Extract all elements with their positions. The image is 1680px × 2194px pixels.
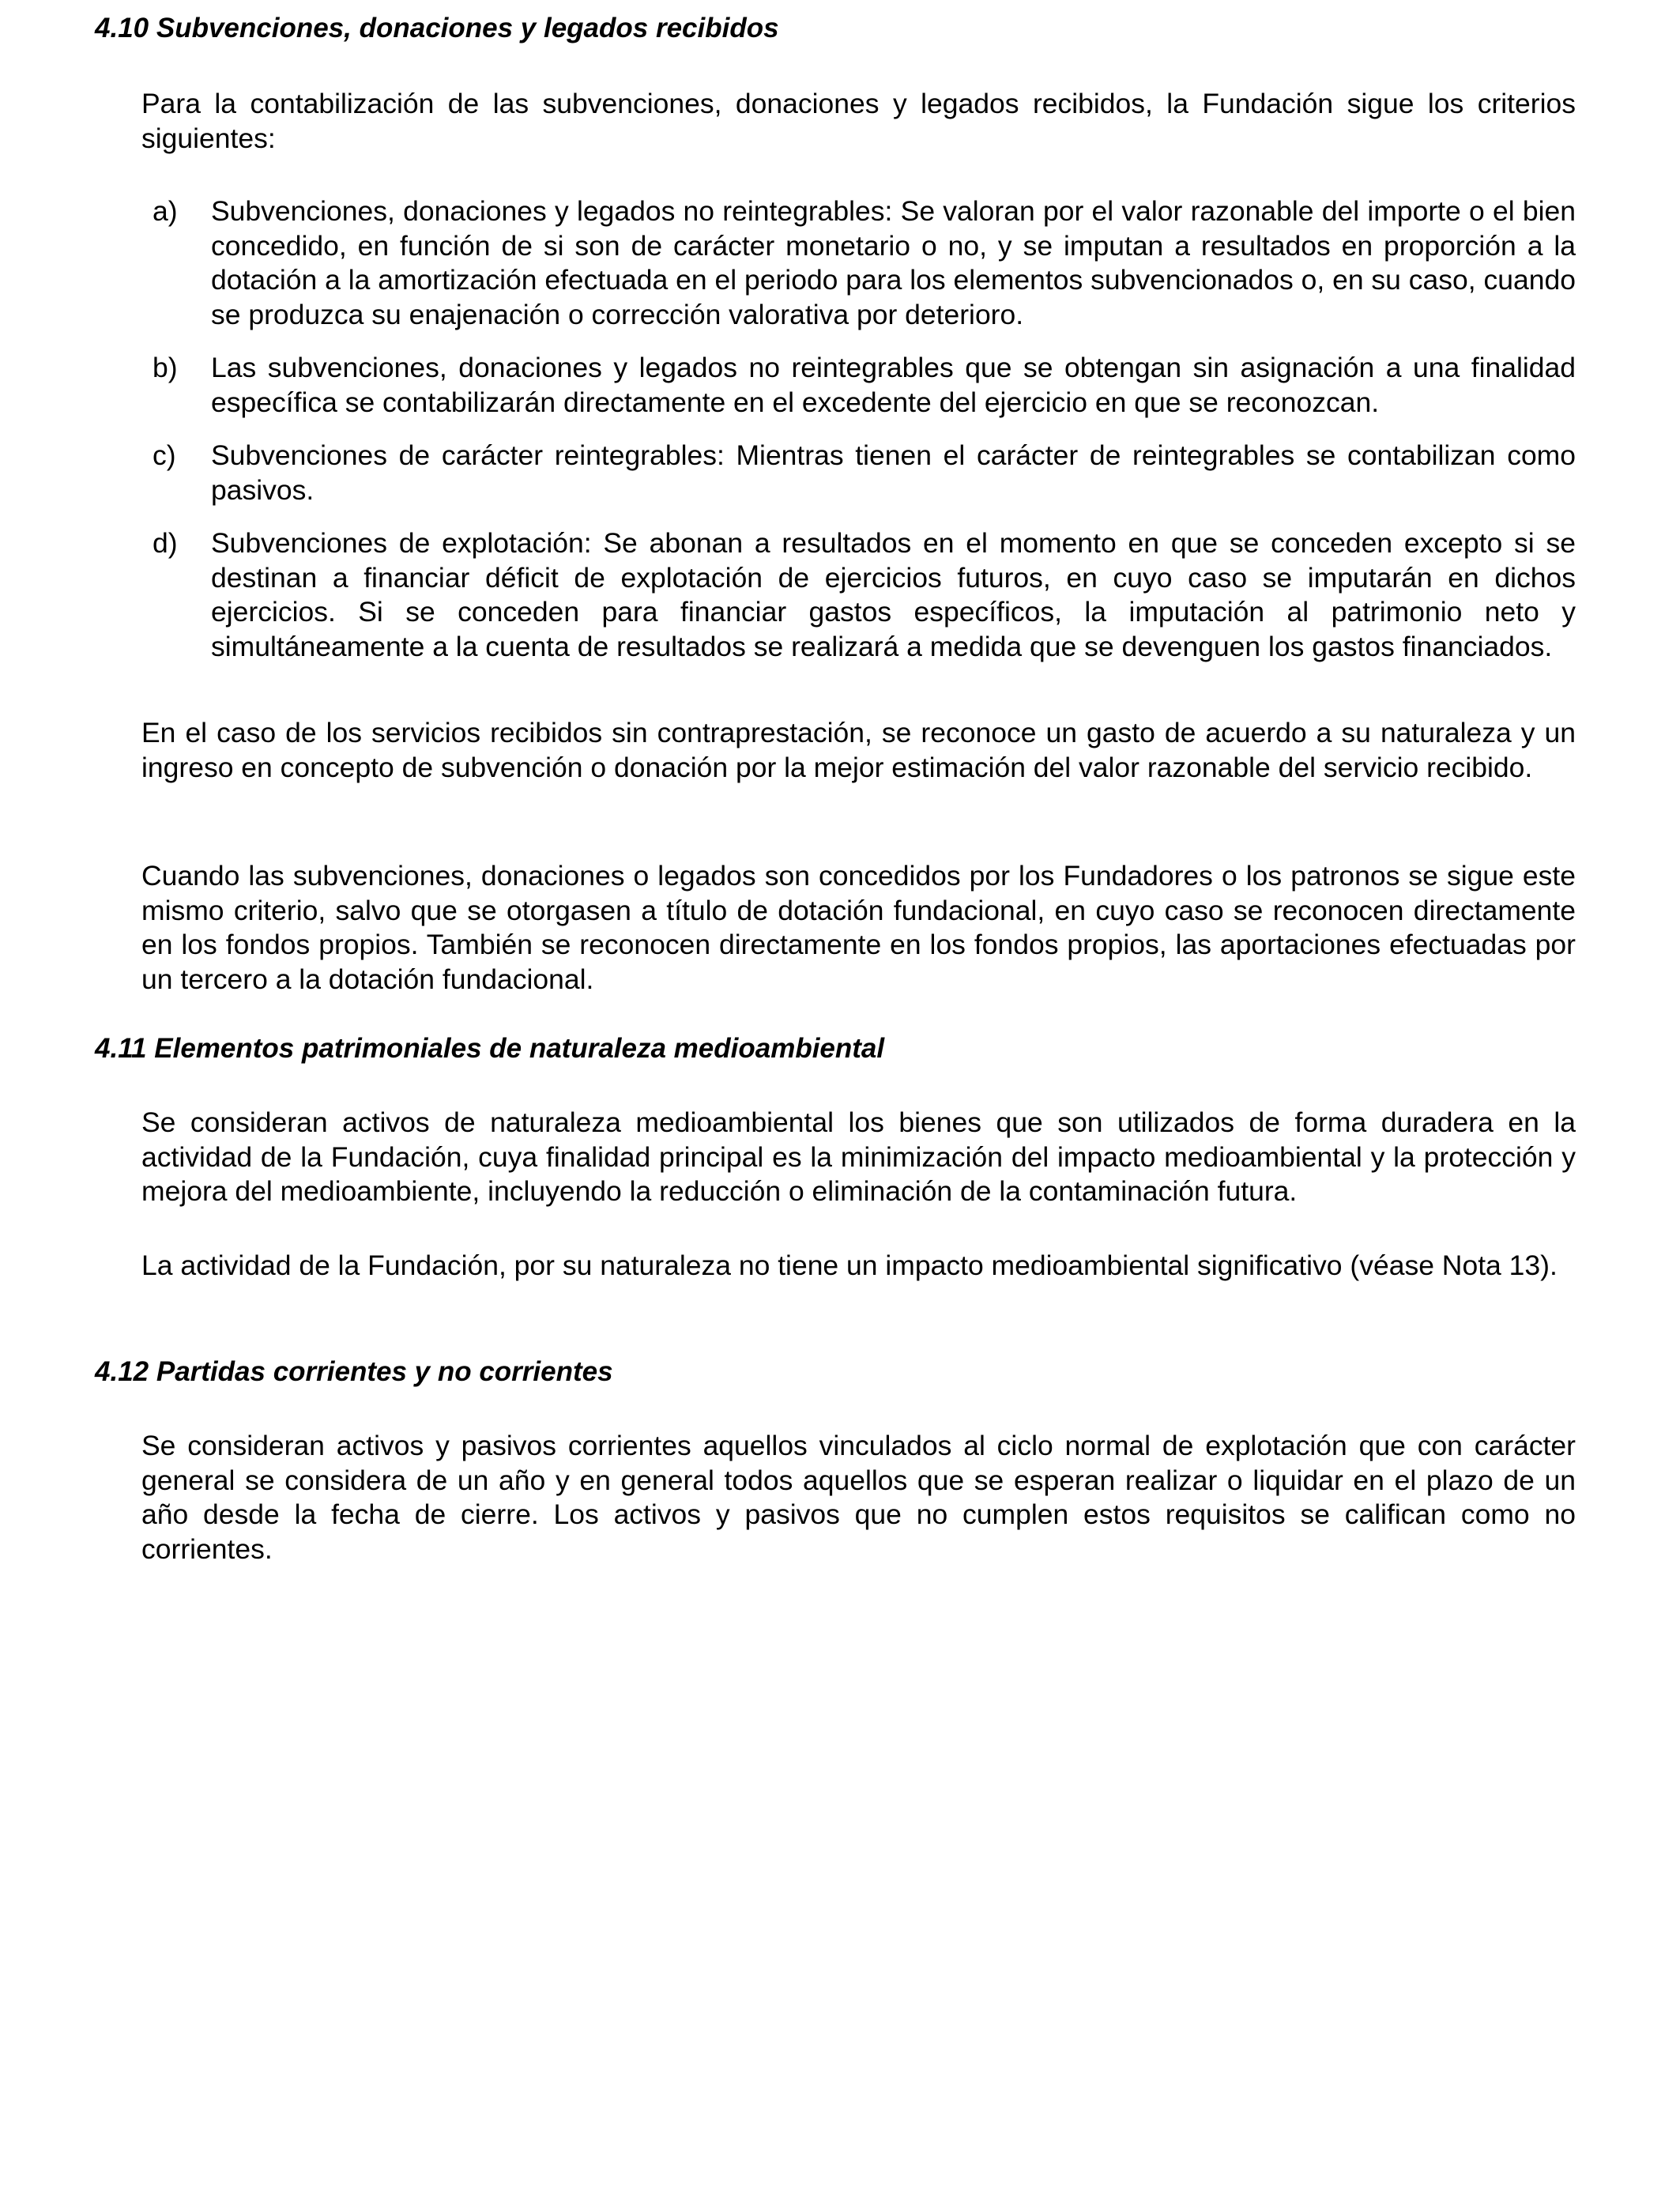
list-item-text: Las subvenciones, donaciones y legados no reintegrables que se obtengan sin asignación a una finalidad específica se contabilizarán directamente en el excedente del ejercicio en que se reconozcan. [211,352,1576,418]
section-heading-4-11: 4.11 Elementos patrimoniales de naturaleza medioambiental [95,1033,885,1064]
list-item-text: Subvenciones de carácter reintegrables: Mientras tienen el carácter de reintegrables se contabilizan como pasivos. [211,439,1576,506]
paragraph-environment-assets: Se consideran activos de naturaleza medioambiental los bienes que son utilizados de forma duradera en la actividad de la Fundación, cuya finalidad principal es la minimización del impacto medioambiental y la protección y mejora del medioambiente, incluyendo la reducción o eliminación de la contaminación futura. [141,1106,1576,1208]
list-item-b [141,351,1576,420]
list-marker: a) [153,195,178,227]
section-heading-4-12: 4.12 Partidas corrientes y no corrientes [95,1356,613,1387]
list-item-d [141,526,1576,664]
list-item-a [141,194,1576,332]
list-marker: d) [153,527,178,559]
paragraph-intro: Para la contabilización de las subvenciones, donaciones y legados recibidos, la Fundación sigue los criterios siguientes: [141,88,1576,154]
paragraph-founders: Cuando las subvenciones, donaciones o legados son concedidos por los Fundadores o los patronos se sigue este mismo criterio, salvo que se otorgasen a título de dotación fundacional, en cuyo caso se reconocen directamente en los fondos propios. También se reconocen directamente en los fondos propios, las aportaciones efectuadas por un tercero a la dotación fundacional. [141,860,1576,995]
paragraph-services: En el caso de los servicios recibidos sin contraprestación, se reconoce un gasto de acuerdo a su naturaleza y un ingreso en concepto de subvención o donación por la mejor estimación del valor razonable del servicio recibido. [141,717,1576,783]
list-item-c [141,439,1576,507]
list-item-text: Subvenciones de explotación: Se abonan a resultados en el momento en que se conceden excepto si se destinan a financiar déficit de explotación de ejercicios futuros, en cuyo caso se imputarán en dichos ejercicios. Si se conceden para financiar gastos específicos, la imputación al patrimonio neto y simultáneamente a la cuenta de resultados se realizará a medida que se devenguen los gastos financiados. [211,527,1576,662]
list-marker: b) [153,352,178,383]
list-marker: c) [153,439,176,471]
list-item-text: Subvenciones, donaciones y legados no reintegrables: Se valoran por el valor razonable del importe o el bien concedido, en función de si son de carácter monetario o no, y se imputan a resultados en proporción a la dotación a la amortización efectuada en el periodo para los elementos subvencionados o, en su caso, cuando se produzca su enajenación o corrección valorativa por deterioro. [211,195,1576,330]
paragraph-environment-impact: La actividad de la Fundación, por su naturaleza no tiene un impacto medioambiental significativo (véase Nota 13). [141,1250,1558,1281]
paragraph-current-items: Se consideran activos y pasivos corrientes aquellos vinculados al ciclo normal de explotación que con carácter general se considera de un año y en general todos aquellos que se esperan realizar o liquidar en el plazo de un año desde la fecha de cierre. Los activos y pasivos que no cumplen estos requisitos se califican como no corrientes. [141,1430,1576,1565]
section-heading-4-10: 4.10 Subvenciones, donaciones y legados recibidos [95,13,779,43]
